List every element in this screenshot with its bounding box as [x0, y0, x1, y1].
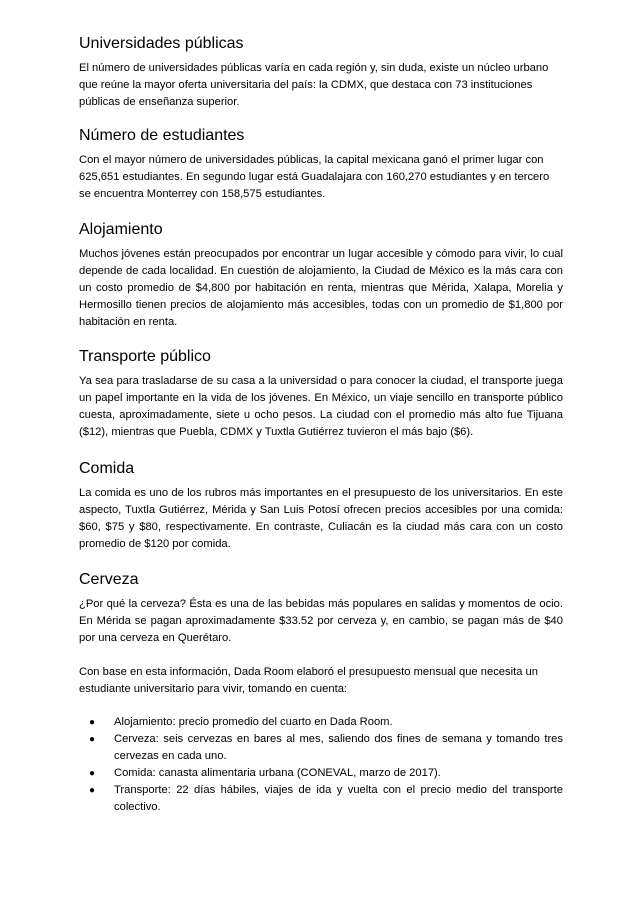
section-title-comida: Comida [79, 460, 135, 477]
section-estudiantes [79, 126, 563, 203]
section-body-alojamiento: Muchos jóvenes están preocupados por encontrar un lugar accesible y cómodo para vivir, lo cual depende de cada localidad. En cuestión de alojamiento, la Ciudad de México es la más cara con un costo promedio de $4,800 por habitación en renta, mientras que Mérida, Xalapa, Morelia y Hermosillo tienen precios de alojamiento más accesibles, todas con un promedio de $1,800 por habitación en renta. [79, 248, 563, 328]
section-title-universidades: Universidades públicas [79, 35, 244, 52]
section-body-universidades: El número de universidades públicas varía en cada región y, sin duda, existe un núcleo urbano que reúne la mayor oferta universitaria del país: la CDMX, que destaca con 73 instituciones públicas de enseñanza superior. [79, 62, 549, 108]
list-item [89, 782, 563, 816]
section-body-comida: La comida es uno de los rubros más importantes en el presupuesto de los universitarios. En este aspecto, Tuxtla Gutiérrez, Mérida y San Luis Potosí ofrecen precios accesibles por una comida: $60, $75 y $80, respectivamente. En contraste, Culiacán es la ciudad más cara con un costo promedio de $120 por comida. [79, 487, 563, 550]
list-item-text: Transporte: 22 días hábiles, viajes de ida y vuelta con el precio medio del transporte colectivo. [114, 784, 563, 813]
list-item-text: Cerveza: seis cervezas en bares al mes, saliendo dos fines de semana y tomando tres cervezas en cada uno. [114, 733, 563, 762]
section-alojamiento [79, 220, 563, 331]
section-transporte [79, 347, 563, 441]
document-page [79, 34, 563, 816]
section-comida [79, 459, 563, 553]
section-body-transporte: Ya sea para trasladarse de su casa a la universidad o para conocer la ciudad, el transporte juega un papel importante en la vida de los jóvenes. En México, un viaje sencillo en transporte público cuesta, aproximadamente, siete u ocho pesos. La ciudad con el promedio más alto fue Tijuana ($12), mientras que Puebla, CDMX y Tuxtla Gutiérrez tuvieron el más bajo ($6). [79, 375, 563, 438]
section-universidades [79, 34, 563, 111]
section-title-alojamiento: Alojamiento [79, 221, 163, 238]
section-body-estudiantes: Con el mayor número de universidades públicas, la capital mexicana ganó el primer lugar con 625,651 estudiantes. En segundo lugar está Guadalajara con 160,270 estudiantes y en tercero se encuentra Monterrey con 158,575 estudiantes. [79, 154, 550, 200]
bullet-icon: ● [89, 785, 96, 796]
section-title-transporte: Transporte público [79, 348, 211, 365]
list-item [89, 714, 563, 731]
section-body-cerveza: ¿Por qué la cerveza? Ésta es una de las bebidas más populares en salidas y momentos de ocio. En Mérida se pagan aproximadamente $33.52 por cerveza y, en cambio, se pagan más de $40 por una cerveza en Querétaro. [79, 598, 563, 644]
section-cerveza [79, 570, 563, 647]
bullet-icon: ● [89, 734, 96, 745]
budget-intro-paragraph: Con base en esta información, Dada Room elaboró el presupuesto mensual que necesita un estudiante universitario para vivir, tomando en cuenta: [79, 666, 538, 695]
bullet-icon: ● [89, 717, 96, 728]
section-title-cerveza: Cerveza [79, 571, 139, 588]
bullet-icon: ● [89, 768, 96, 779]
list-item-text: Alojamiento: precio promedio del cuarto en Dada Room. [114, 716, 393, 728]
list-item [89, 731, 563, 765]
list-item-text: Comida: canasta alimentaria urbana (CONEVAL, marzo de 2017). [114, 767, 441, 779]
section-title-estudiantes: Número de estudiantes [79, 127, 245, 144]
budget-criteria-list [79, 714, 563, 816]
list-item [89, 765, 563, 782]
